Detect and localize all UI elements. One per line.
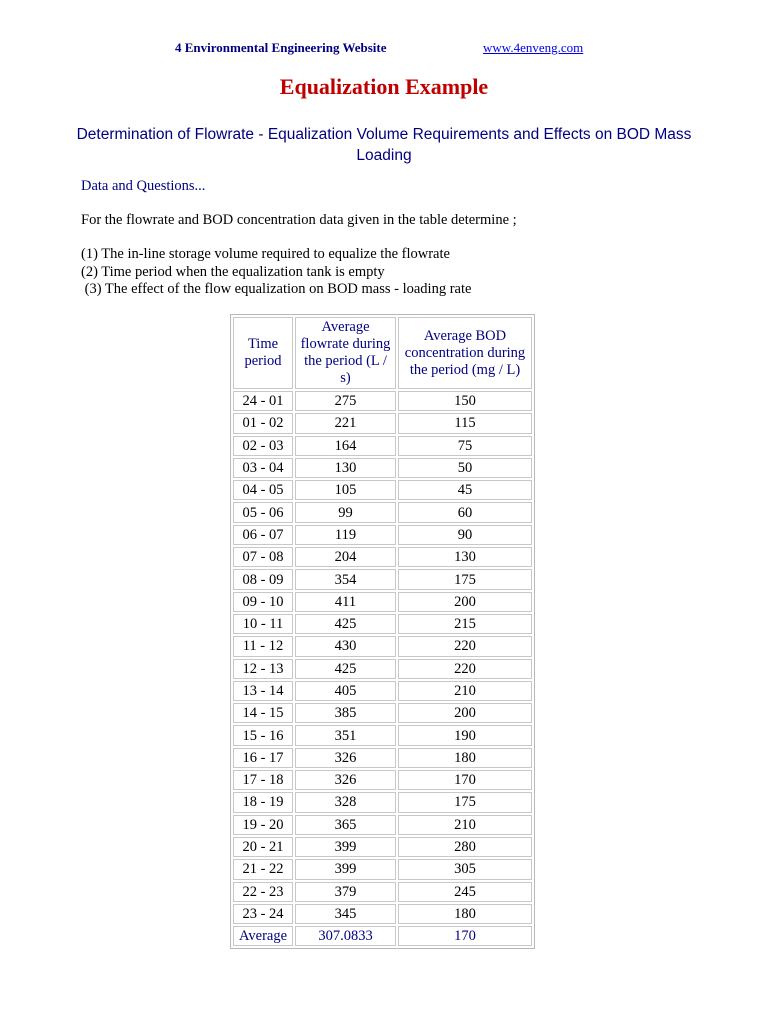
header-time-period: Time period: [233, 317, 293, 389]
cell-time-period: 15 - 16: [233, 725, 293, 745]
table-body: [233, 391, 532, 946]
cell-time-period: 23 - 24: [233, 904, 293, 924]
cell-flowrate: 385: [295, 703, 396, 723]
intro-text: For the flowrate and BOD concentration data given in the table determine ;: [81, 212, 517, 228]
table-row: [233, 770, 532, 790]
cell-time-period: 13 - 14: [233, 681, 293, 701]
cell-time-period: 06 - 07: [233, 525, 293, 545]
table-header-row: [233, 317, 532, 389]
cell-flowrate: 204: [295, 547, 396, 567]
cell-flowrate: 351: [295, 725, 396, 745]
flowrate-bod-table: [230, 314, 535, 949]
cell-flowrate: 379: [295, 882, 396, 902]
table-row: [233, 436, 532, 456]
cell-bod: 170: [398, 770, 532, 790]
cell-flowrate: 326: [295, 770, 396, 790]
cell-bod: 75: [398, 436, 532, 456]
cell-time-period: 21 - 22: [233, 859, 293, 879]
cell-bod: 305: [398, 859, 532, 879]
cell-bod: 200: [398, 703, 532, 723]
table-row: [233, 592, 532, 612]
page-subtitle: Determination of Flowrate - Equalization Volume Requirements and Effects on BOD Mass Loading: [76, 126, 692, 164]
questions-list: [81, 246, 471, 299]
cell-flowrate: 399: [295, 859, 396, 879]
table-row: [233, 547, 532, 567]
cell-flowrate: 328: [295, 792, 396, 812]
cell-bod: 180: [398, 904, 532, 924]
cell-time-period: 19 - 20: [233, 815, 293, 835]
cell-flowrate: 130: [295, 458, 396, 478]
cell-bod: 220: [398, 636, 532, 656]
table-row: [233, 413, 532, 433]
question-item: (1) The in-line storage volume required to equalize the flowrate: [81, 246, 450, 262]
question-item: (2) Time period when the equalization tank is empty: [81, 263, 385, 280]
cell-time-period: 10 - 11: [233, 614, 293, 634]
page-title: Equalization Example: [279, 74, 489, 99]
cell-time-period: 17 - 18: [233, 770, 293, 790]
table-row: [233, 458, 532, 478]
cell-flowrate: 99: [295, 502, 396, 522]
table-row: [233, 904, 532, 924]
cell-bod: 50: [398, 458, 532, 478]
table-row: [233, 614, 532, 634]
table-row: [233, 815, 532, 835]
cell-time-period: 01 - 02: [233, 413, 293, 433]
cell-bod: 220: [398, 659, 532, 679]
table-row: [233, 525, 532, 545]
cell-bod: 175: [398, 792, 532, 812]
table-row: [233, 882, 532, 902]
cell-flowrate: 221: [295, 413, 396, 433]
cell-time-period: 14 - 15: [233, 703, 293, 723]
cell-time-period: 08 - 09: [233, 569, 293, 589]
section-label: Data and Questions...: [81, 178, 206, 194]
page-header: [0, 40, 768, 60]
cell-bod: 190: [398, 725, 532, 745]
cell-bod: 115: [398, 413, 532, 433]
cell-flowrate: 275: [295, 391, 396, 411]
table-row: [233, 502, 532, 522]
header-bod-concentration: Average BOD concentration during the period (mg / L): [398, 317, 532, 389]
table-row: [233, 703, 532, 723]
cell-bod: 280: [398, 837, 532, 857]
cell-flowrate: 164: [295, 436, 396, 456]
cell-bod: 130: [398, 547, 532, 567]
table-row: [233, 859, 532, 879]
cell-flowrate: 405: [295, 681, 396, 701]
cell-bod: 200: [398, 592, 532, 612]
cell-flowrate: 411: [295, 592, 396, 612]
cell-time-period: 16 - 17: [233, 748, 293, 768]
cell-bod: 60: [398, 502, 532, 522]
cell-average-label: Average: [233, 926, 293, 946]
cell-time-period: 05 - 06: [233, 502, 293, 522]
cell-flowrate: 345: [295, 904, 396, 924]
table-row: [233, 837, 532, 857]
table-row: [233, 569, 532, 589]
cell-time-period: 11 - 12: [233, 636, 293, 656]
site-url-link[interactable]: www.4enveng.com: [483, 40, 584, 55]
table-row: [233, 725, 532, 745]
cell-flowrate: 354: [295, 569, 396, 589]
cell-time-period: 07 - 08: [233, 547, 293, 567]
cell-flowrate: 105: [295, 480, 396, 500]
table-row: [233, 391, 532, 411]
cell-bod: 215: [398, 614, 532, 634]
cell-flowrate: 326: [295, 748, 396, 768]
cell-flowrate: 425: [295, 659, 396, 679]
cell-average-bod: 170: [398, 926, 532, 946]
table-average-row: [233, 926, 532, 946]
table-row: [233, 792, 532, 812]
cell-time-period: 04 - 05: [233, 480, 293, 500]
cell-bod: 45: [398, 480, 532, 500]
cell-bod: 175: [398, 569, 532, 589]
cell-bod: 210: [398, 681, 532, 701]
table-row: [233, 659, 532, 679]
cell-time-period: 02 - 03: [233, 436, 293, 456]
cell-time-period: 24 - 01: [233, 391, 293, 411]
cell-flowrate: 119: [295, 525, 396, 545]
cell-time-period: 22 - 23: [233, 882, 293, 902]
site-name: 4 Environmental Engineering Website: [175, 40, 387, 55]
cell-time-period: 09 - 10: [233, 592, 293, 612]
cell-time-period: 12 - 13: [233, 659, 293, 679]
cell-bod: 90: [398, 525, 532, 545]
cell-time-period: 03 - 04: [233, 458, 293, 478]
cell-bod: 150: [398, 391, 532, 411]
cell-bod: 210: [398, 815, 532, 835]
cell-flowrate: 365: [295, 815, 396, 835]
cell-flowrate: 425: [295, 614, 396, 634]
table-row: [233, 480, 532, 500]
header-flowrate: Average flowrate during the period (L / s): [295, 317, 396, 389]
cell-flowrate: 399: [295, 837, 396, 857]
question-item: (3) The effect of the flow equalization on BOD mass - loading rate: [81, 281, 472, 297]
cell-time-period: 18 - 19: [233, 792, 293, 812]
table-row: [233, 748, 532, 768]
table-row: [233, 681, 532, 701]
cell-bod: 245: [398, 882, 532, 902]
cell-average-flowrate: 307.0833: [295, 926, 396, 946]
cell-flowrate: 430: [295, 636, 396, 656]
cell-bod: 180: [398, 748, 532, 768]
cell-time-period: 20 - 21: [233, 837, 293, 857]
table-row: [233, 636, 532, 656]
